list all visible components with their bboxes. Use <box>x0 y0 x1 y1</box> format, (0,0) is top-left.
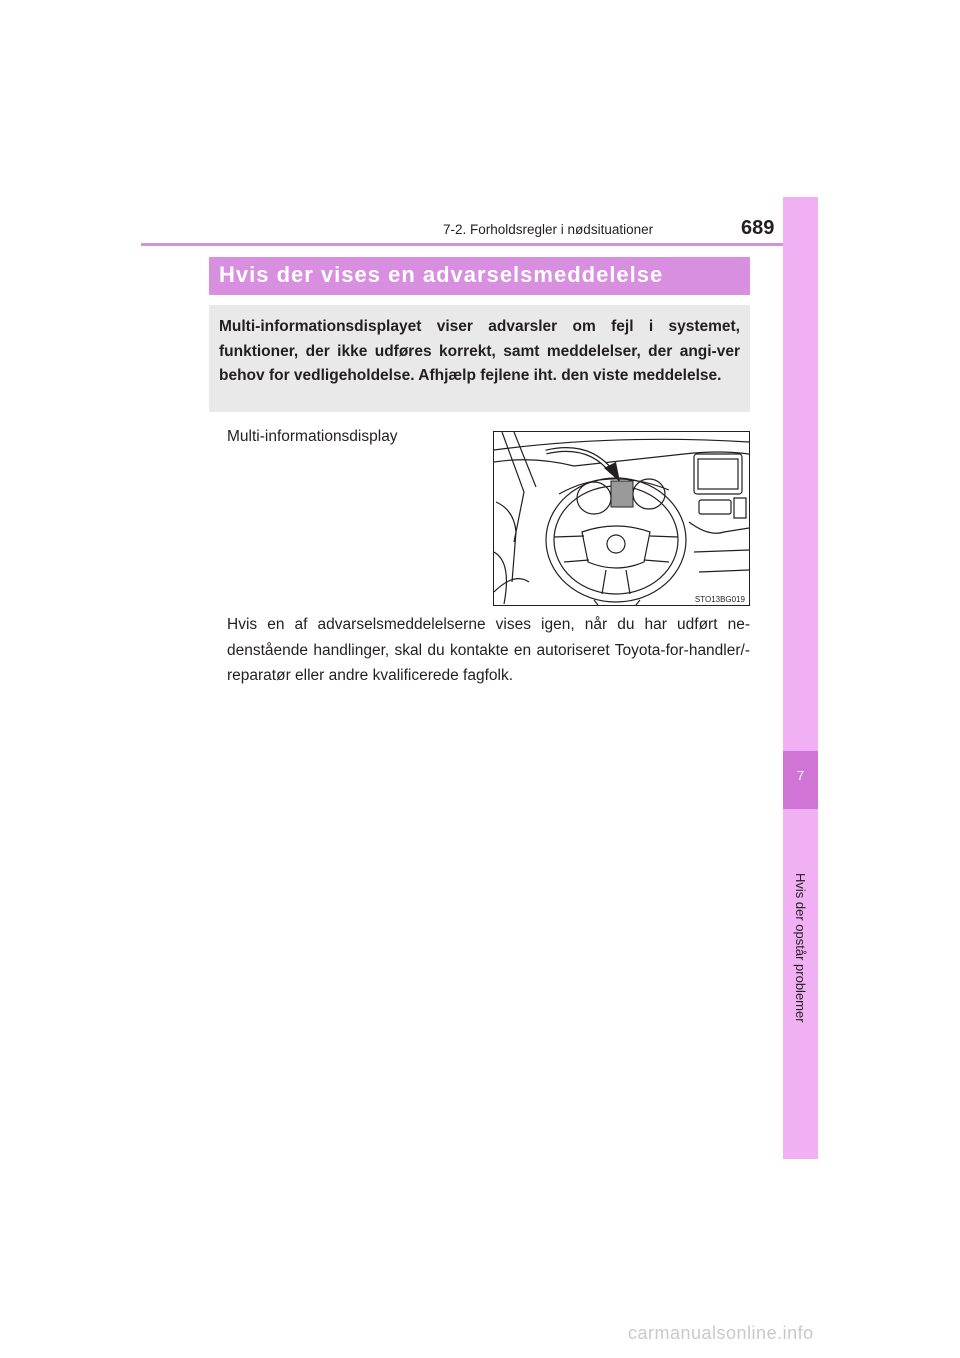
chapter-title: Hvis der opstår problemer <box>793 873 808 1023</box>
body-paragraph: Hvis en af advarselsmeddelelserne vises igen, når du har udført ne-denstående handlinger, skal du kontakte en autoriseret Toyota-for-handler/-reparatør eller andre kvalificerede fagfolk. <box>227 616 750 684</box>
section-title: Hvis der vises en advarselsmeddelelse <box>219 262 664 287</box>
summary-text: Multi-informationsdisplayet viser advarsler om fejl i systemet, funktioner, der ikke udføres korrekt, samt meddelelser, der angi-ver behov for vedligeholdelse. Afhjælp fejlene iht. den viste meddelelse. <box>219 318 740 384</box>
header-divider <box>141 243 818 246</box>
summary-box <box>209 305 750 412</box>
steering-wheel-dashboard-drawing <box>494 432 749 605</box>
page-number: 689 <box>741 217 775 239</box>
dashboard-illustration <box>493 431 750 606</box>
section-title-bar <box>209 257 750 295</box>
header-section-title: 7-2. Forholdsregler i nødsituationer <box>443 222 654 237</box>
chapter-number: 7 <box>796 768 805 783</box>
illustration-caption: Multi-informationsdisplay <box>227 428 398 445</box>
figure-code: STO13BG019 <box>694 595 745 604</box>
watermark: carmanualsonline.info <box>628 1323 814 1343</box>
